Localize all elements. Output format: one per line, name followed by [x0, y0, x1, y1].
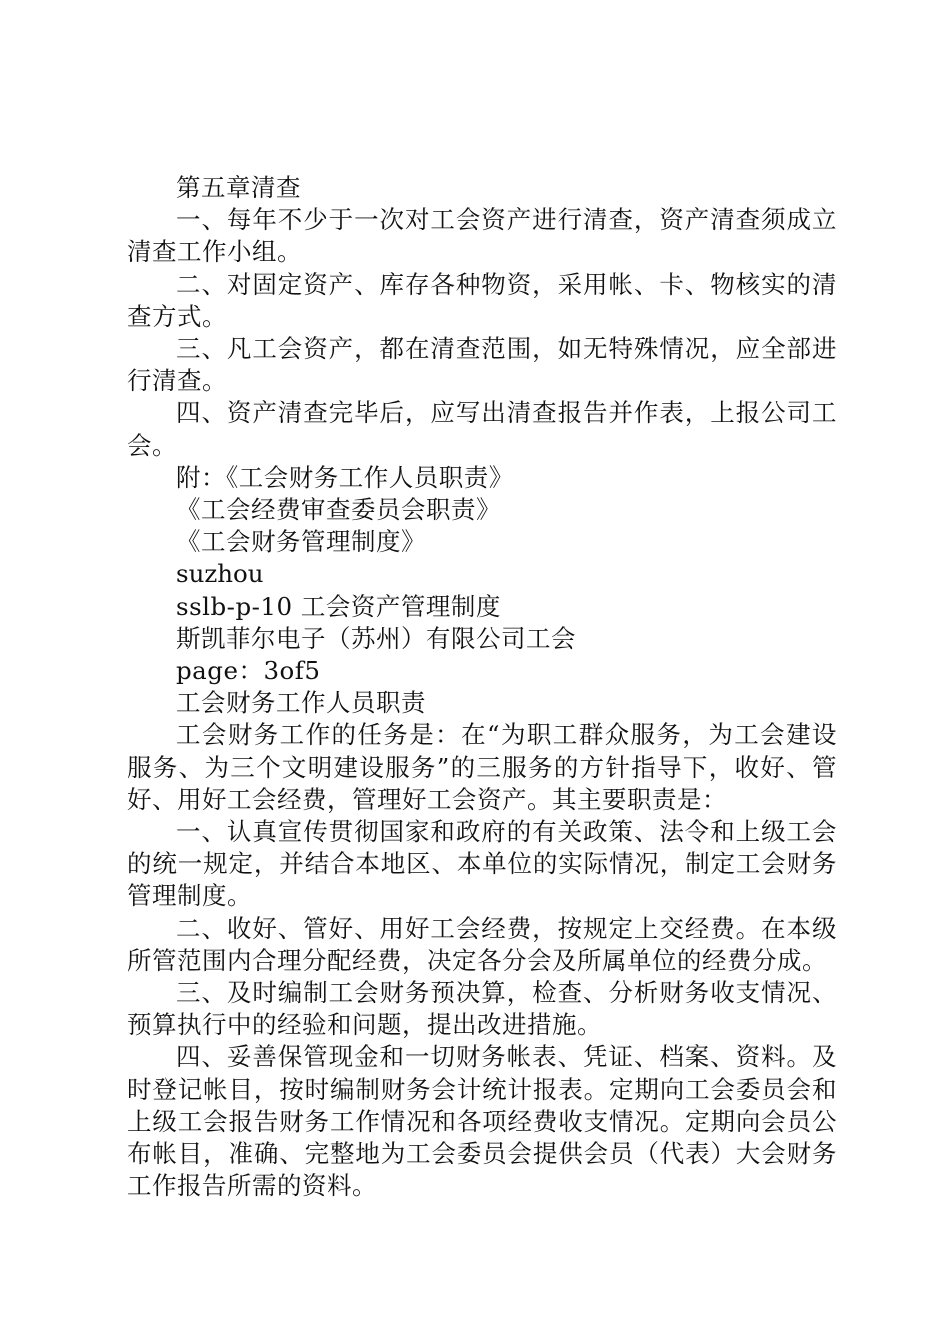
- footer-doc-code: sslb-p-10 工会资产管理制度: [176, 591, 501, 621]
- footer-page-number: page：3of5: [176, 656, 321, 686]
- duty-item-1: 一、认真宣传贯彻国家和政府的有关政策、法令和上级工会的统一规定，并结合本地区、本单位的实际情况，制定工会财务管理制度。: [127, 817, 837, 911]
- attachment-line-2: 《工会经费审查委员会职责》: [176, 495, 501, 525]
- footer-company: 斯凯菲尔电子（苏州）有限公司工会: [176, 623, 576, 653]
- document-body: [127, 172, 837, 1203]
- attachment-line-3: 《工会财务管理制度》: [176, 527, 426, 557]
- chapter-item-3: 三、凡工会资产，都在清查范围，如无特殊情况，应全部进行清查。: [127, 334, 837, 396]
- footer-city: suzhou: [176, 559, 264, 589]
- section-intro: 工会财务工作的任务是：在“为职工群众服务，为工会建设服务、为三个文明建设服务”的三服务的方针指导下，收好、管好、用好工会经费，管理好工会资产。其主要职责是：: [127, 720, 837, 814]
- chapter-title: 第五章清查: [176, 173, 301, 202]
- duty-item-4: 四、妥善保管现金和一切财务帐表、凭证、档案、资料。及时登记帐目，按时编制财务会计统计报表。定期向工会委员会和上级工会报告财务工作情况和各项经费收支情况。定期向会员公布帐目，准确、完整地为工会委员会提供会员（代表）大会财务工作报告所需的资料。: [127, 1042, 837, 1201]
- attachment-line-1: 附：《工会财务工作人员职责》: [176, 462, 514, 492]
- chapter-item-4: 四、资产清查完毕后，应写出清查报告并作表，上报公司工会。: [127, 398, 837, 460]
- chapter-item-2: 二、对固定资产、库存各种物资，采用帐、卡、物核实的清查方式。: [127, 269, 837, 331]
- duty-item-2: 二、收好、管好、用好工会经费，按规定上交经费。在本级所管范围内合理分配经费，决定各分会及所属单位的经费分成。: [127, 913, 837, 975]
- section-title: 工会财务工作人员职责: [176, 688, 426, 718]
- duty-item-3: 三、及时编制工会财务预决算，检查、分析财务收支情况、预算执行中的经验和问题，提出改进措施。: [127, 978, 837, 1040]
- chapter-item-1: 一、每年不少于一次对工会资产进行清查，资产清查须成立清查工作小组。: [127, 205, 837, 267]
